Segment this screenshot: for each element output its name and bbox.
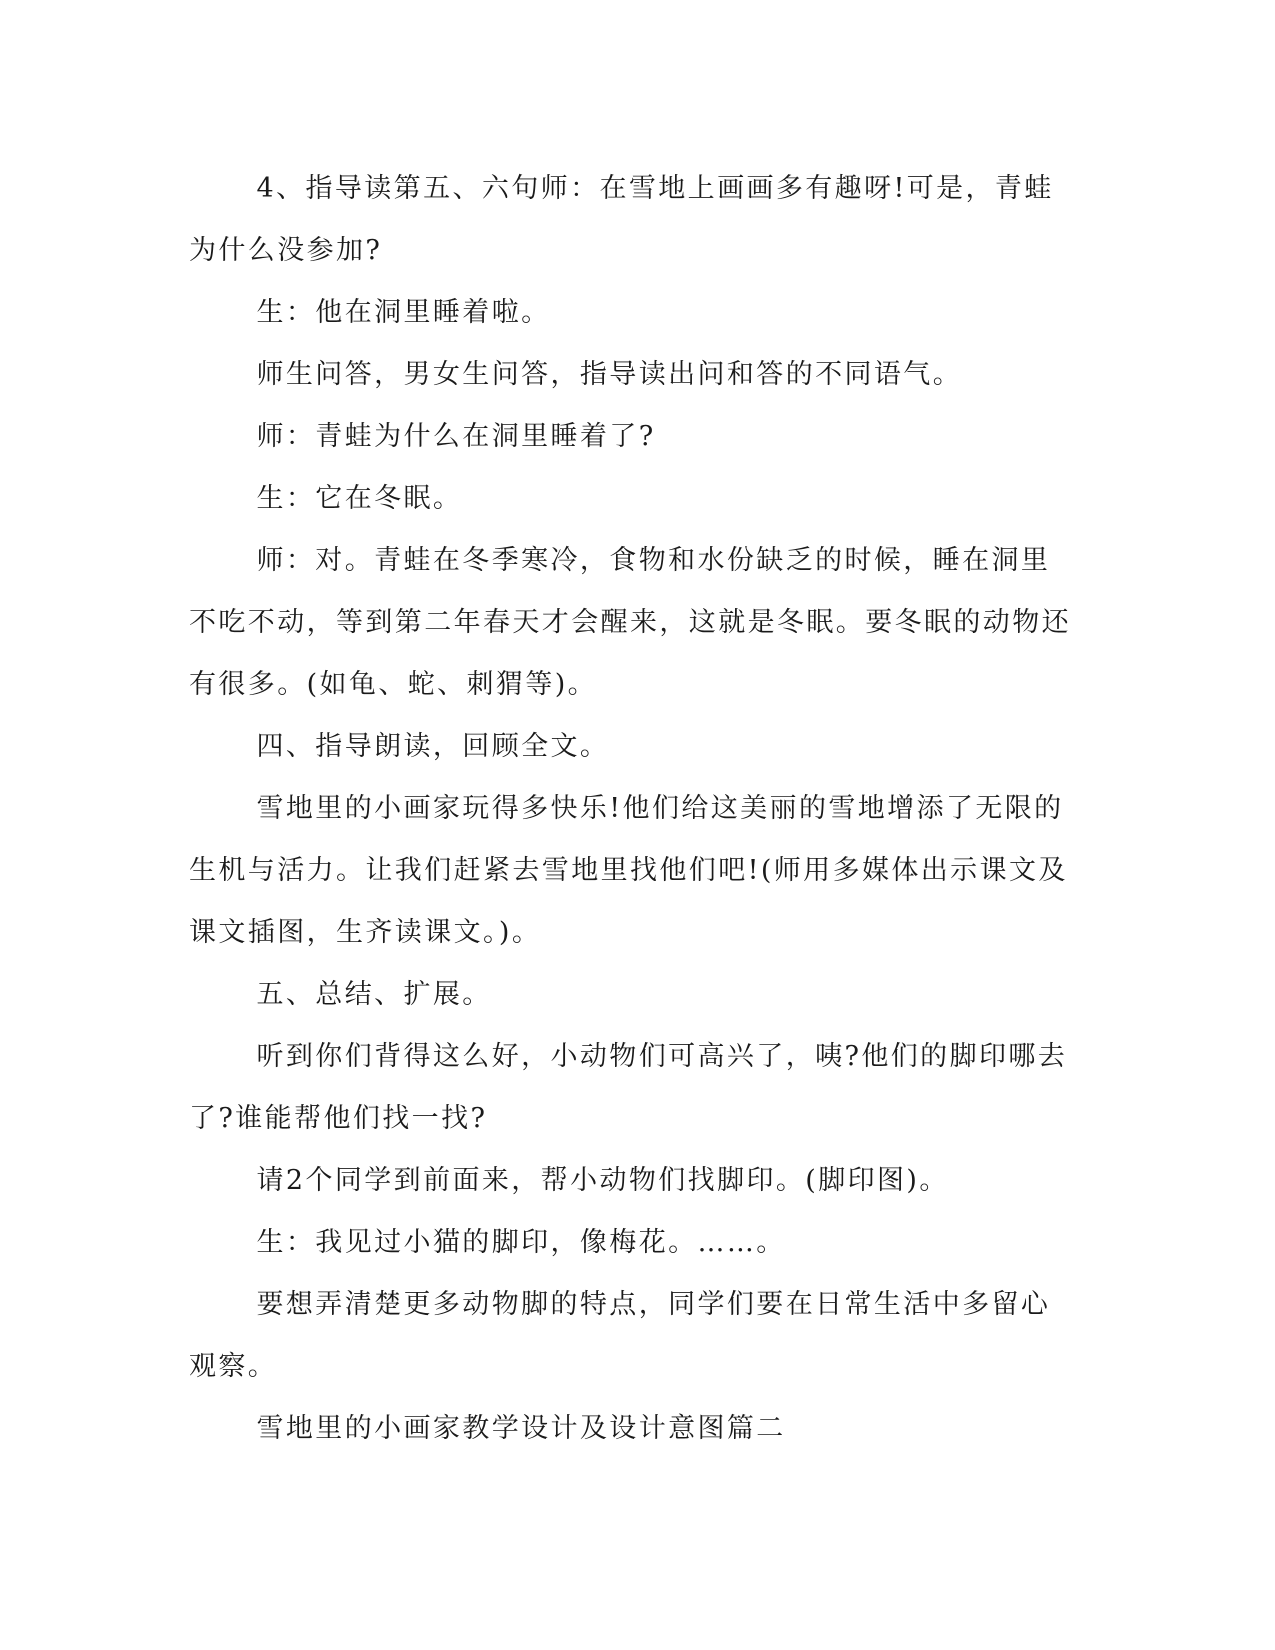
section-heading: 四、指导朗读，回顾全文。 — [256, 731, 610, 762]
document-body — [189, 158, 1079, 1460]
paragraph: 师：对。青蛙在冬季寒冷，食物和水份缺乏的时候，睡在洞里不吃不动，等到第二年春天才会醒来，这就是冬眠。要冬眠的动物还有很多。(如龟、蛇、刺猬等)。 — [189, 545, 1071, 700]
paragraph: 雪地里的小画家玩得多快乐!他们给这美丽的雪地增添了无限的生机与活力。让我们赶紧去雪地里找他们吧!(师用多媒体出示课文及课文插图，生齐读课文。)。 — [189, 793, 1068, 948]
paragraph: 请2个同学到前面来，帮小动物们找脚印。(脚印图)。 — [256, 1165, 949, 1196]
paragraph: 要想弄清楚更多动物脚的特点，同学们要在日常生活中多留心观察。 — [189, 1289, 1051, 1382]
paragraph: 师生问答，男女生问答，指导读出问和答的不同语气。 — [256, 359, 963, 390]
paragraph: 生：它在冬眠。 — [256, 483, 463, 514]
paragraph: 生：我见过小猫的脚印，像梅花。……。 — [256, 1227, 786, 1258]
section-heading: 五、总结、扩展。 — [256, 979, 492, 1010]
paragraph: 生：他在洞里睡着啦。 — [256, 297, 551, 328]
paragraph: 4、指导读第五、六句师：在雪地上画画多有趣呀!可是，青蛙为什么没参加? — [189, 173, 1054, 266]
section-title: 雪地里的小画家教学设计及设计意图篇二 — [256, 1413, 786, 1444]
paragraph: 听到你们背得这么好，小动物们可高兴了，咦?他们的脚印哪去了?谁能帮他们找一找? — [189, 1041, 1068, 1134]
paragraph: 师：青蛙为什么在洞里睡着了? — [256, 421, 656, 452]
